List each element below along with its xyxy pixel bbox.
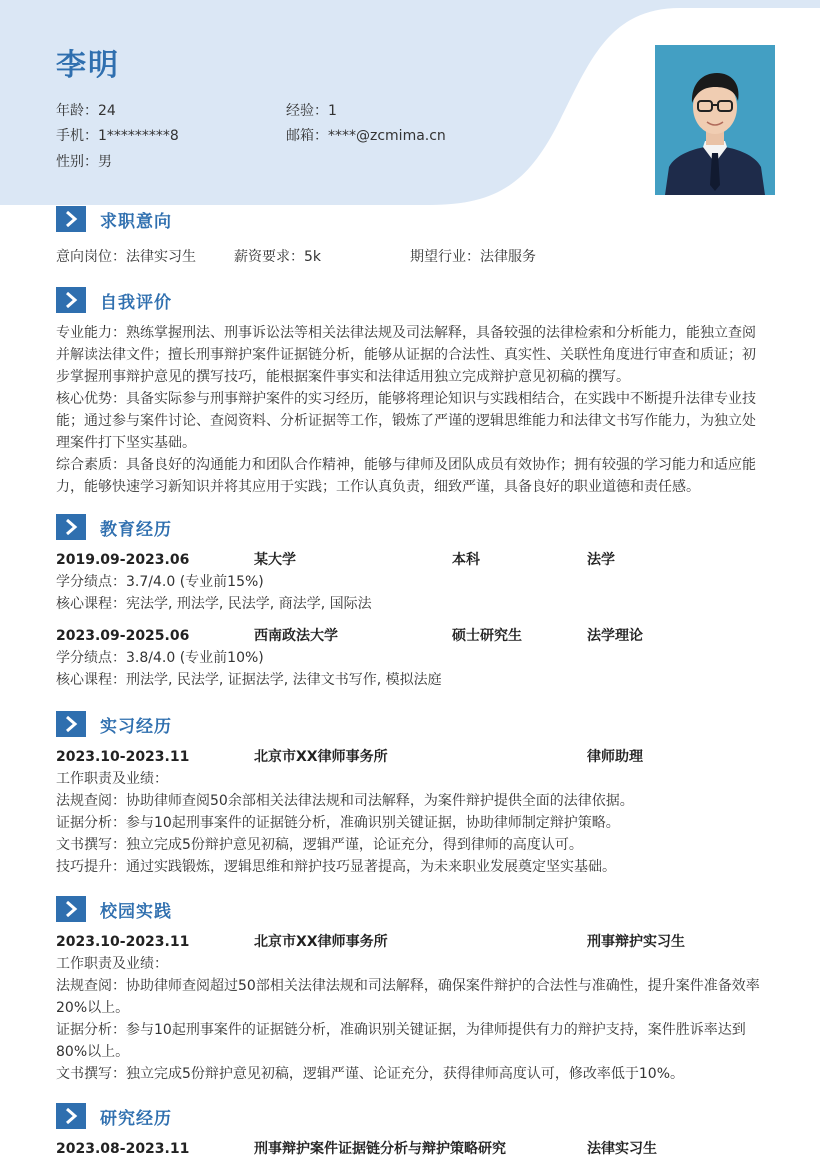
gender-info: 性别：男 [56,154,112,170]
campus-line: 法规查阅：协助律师查阅超过50部相关法律法规和司法解释，确保案件辩护的合法性与准确性，提升案件准备效率20%以上。 [56,978,760,1016]
research-topic: 刑事辩护案件证据链分析与辩护策略研究 [254,1141,506,1157]
edu-degree: 硕士研究生 [452,628,522,644]
edu-period: 2019.09-2023.06 [56,552,190,568]
section-title: 实习经历 [100,716,172,737]
edu-school: 西南政法大学 [254,628,338,644]
research-role: 法律实习生 [587,1141,657,1157]
education-entry-header [56,549,768,571]
email-info: 邮箱：****@zcmima.cn [286,128,446,144]
education-entry-header [56,625,768,647]
section-research [56,1103,768,1160]
intern-line: 法规查阅：协助律师查阅50余部相关法律法规和司法解释，为案件辩护提供全面的法律依据。 [56,793,634,809]
chevron-right-icon [56,206,86,232]
intern-role: 律师助理 [587,749,643,765]
intent-position: 意向岗位：法律实习生 [56,249,196,265]
intern-line: 证据分析：参与10起刑事案件的证据链分析，准确识别关键证据，协助律师制定辩护策略。 [56,815,620,831]
self-eval-paragraph: 专业能力：熟练掌握刑法、刑事诉讼法等相关法律法规及司法解释，具备较强的法律检索和分析能力，能独立查阅并解读法律文件；擅长刑事辩护案件证据链分析，能够从证据的合法性、真实性、关联性角度进行审查和质证；初步掌握刑事辩护意见的撰写技巧，能根据案件事实和法律适用独立完成辩护意见初稿的撰写。 [56,325,756,385]
edu-gpa: 学分绩点：3.8/4.0 (专业前10%) [56,650,264,666]
campus-entry-header [56,931,768,953]
section-campus [56,896,768,1085]
intent-industry: 期望行业：法律服务 [410,249,536,265]
campus-period: 2023.10-2023.11 [56,934,190,950]
age-info: 年龄：24 [56,103,116,119]
campus-org: 北京市XX律师事务所 [254,934,388,950]
campus-line: 工作职责及业绩： [56,956,168,972]
edu-courses: 核心课程：宪法学, 刑法学, 民法学, 商法学, 国际法 [56,596,372,612]
campus-role: 刑事辩护实习生 [587,934,685,950]
experience-info: 经验：1 [286,103,337,119]
section-title: 自我评价 [100,292,172,313]
section-title: 研究经历 [100,1108,172,1129]
edu-major: 法学 [587,552,615,568]
internship-entry-header [56,746,768,768]
candidate-name: 李明 [56,48,120,83]
chevron-right-icon [56,514,86,540]
intern-org: 北京市XX律师事务所 [254,749,388,765]
edu-courses: 核心课程：刑法学, 民法学, 证据法学, 法律文书写作, 模拟法庭 [56,672,442,688]
chevron-right-icon [56,287,86,313]
research-period: 2023.08-2023.11 [56,1141,190,1157]
chevron-right-icon [56,711,86,737]
chevron-right-icon [56,896,86,922]
intern-line: 工作职责及业绩： [56,771,168,787]
edu-period: 2023.09-2025.06 [56,628,190,644]
profile-photo [655,45,775,195]
section-self-evaluation [56,287,768,498]
intern-period: 2023.10-2023.11 [56,749,190,765]
edu-major: 法学理论 [587,628,643,644]
section-internship [56,711,768,878]
chevron-right-icon [56,1103,86,1129]
campus-line: 文书撰写：独立完成5份辩护意见初稿，逻辑严谨、论证充分，获得律师高度认可，修改率低于10%。 [56,1066,685,1082]
intern-line: 技巧提升：通过实践锻炼，逻辑思维和辩护技巧显著提高，为未来职业发展奠定坚实基础。 [56,859,616,875]
research-entry-header [56,1138,768,1160]
self-eval-paragraph: 综合素质：具备良好的沟通能力和团队合作精神，能够与律师及团队成员有效协作；拥有较强的学习能力和适应能力，能够快速学习新知识并将其应用于实践；工作认真负责，细致严谨，具备良好的职业道德和责任感。 [56,457,756,495]
section-title: 校园实践 [100,901,172,922]
section-education [56,514,768,691]
edu-school: 某大学 [254,552,296,568]
section-title: 求职意向 [100,211,172,232]
intent-salary: 薪资要求：5k [234,249,322,265]
edu-degree: 本科 [452,552,480,568]
section-intent [56,206,768,268]
intern-line: 文书撰写：独立完成5份辩护意见初稿，逻辑严谨，论证充分，得到律师的高度认可。 [56,837,583,853]
edu-gpa: 学分绩点：3.7/4.0 (专业前15%) [56,574,264,590]
section-title: 教育经历 [100,519,172,540]
campus-line: 证据分析：参与10起刑事案件的证据链分析，准确识别关键证据，为律师提供有力的辩护支持，案件胜诉率达到80%以上。 [56,1022,746,1060]
phone-info: 手机：1*********8 [56,128,179,144]
self-eval-paragraph: 核心优势：具备实际参与刑事辩护案件的实习经历，能够将理论知识与实践相结合，在实践中不断提升法律专业技能；通过参与案件讨论、查阅资料、分析证据等工作，锻炼了严谨的逻辑思维能力和法律文书写作能力，为独立处理案件打下坚实基础。 [56,391,756,451]
